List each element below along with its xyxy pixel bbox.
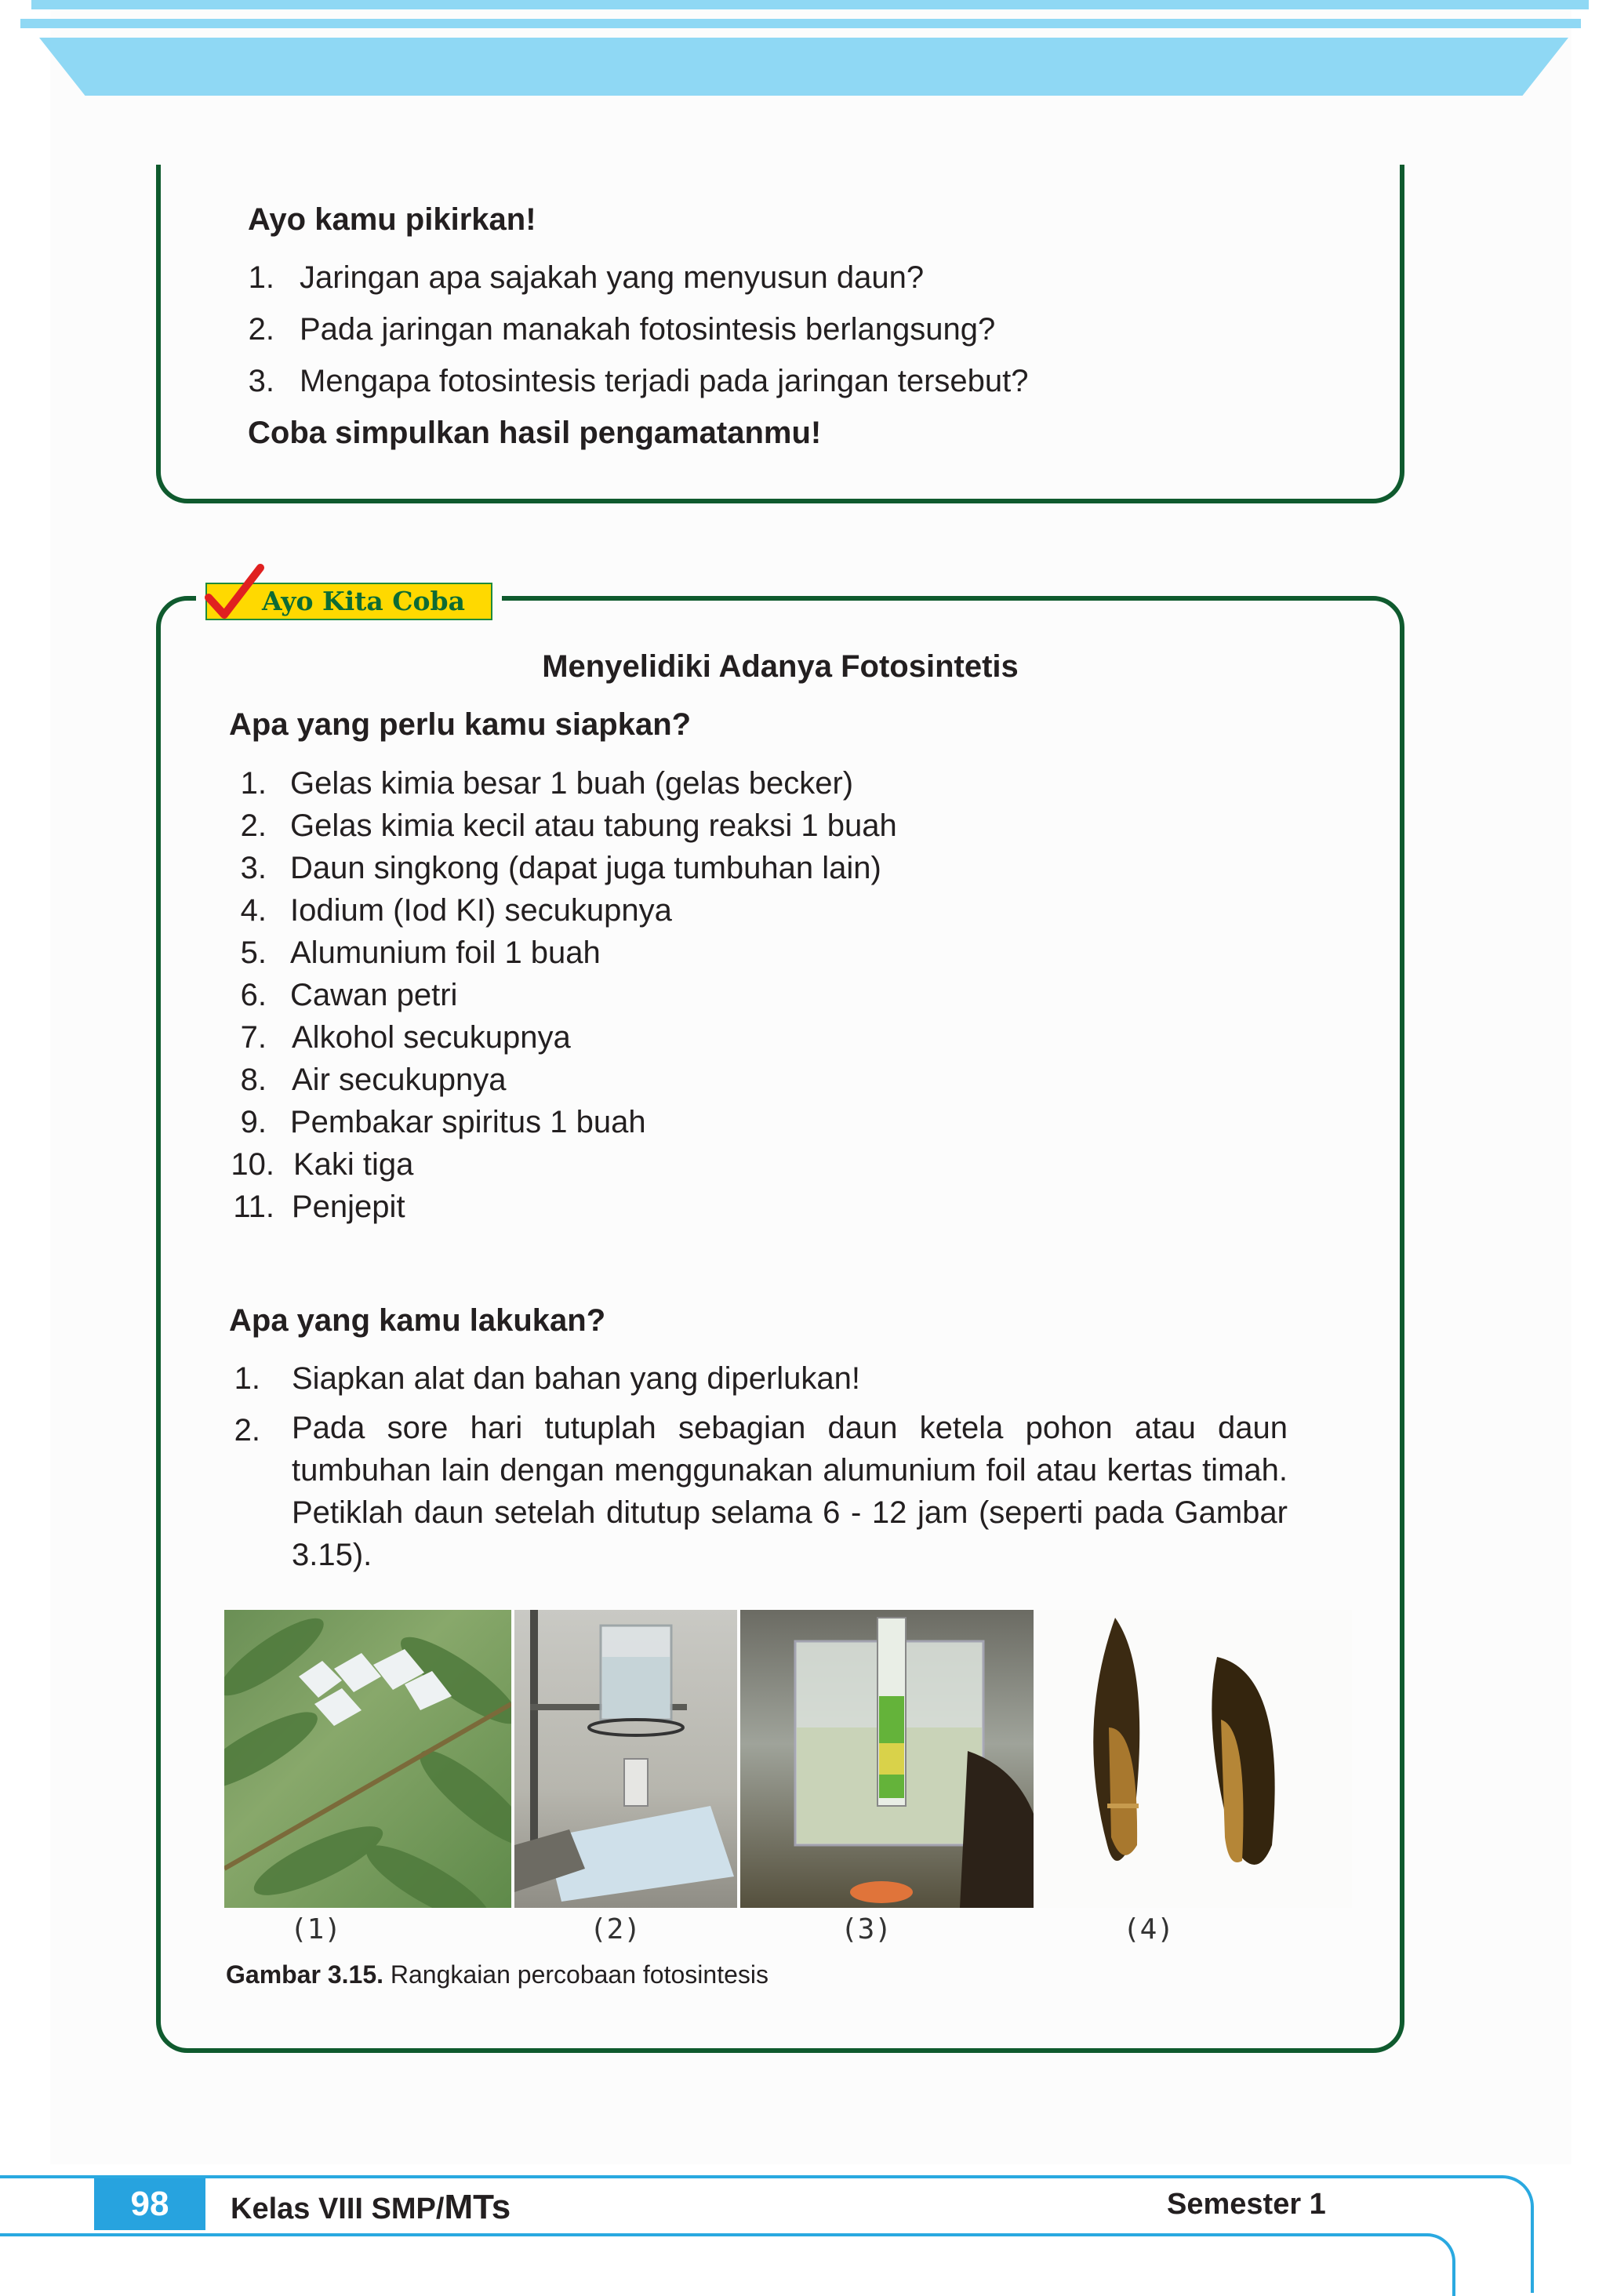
figure-label-4: (4) xyxy=(1123,1913,1175,1945)
material-number: 1. xyxy=(240,766,267,801)
question-text: Pada jaringan manakah fotosintesis berlangsung? xyxy=(300,312,996,347)
question-number: 1. xyxy=(248,260,274,295)
photo-iodine-leaves xyxy=(1037,1610,1352,1908)
footer-class-label xyxy=(231,2188,511,2227)
material-number: 9. xyxy=(240,1105,267,1139)
page-number: 98 xyxy=(94,2178,205,2230)
material-item: Air secukupnya xyxy=(292,1063,507,1097)
figure-label-2: (2) xyxy=(590,1913,641,1945)
material-number: 3. xyxy=(240,851,267,885)
material-number: 11. xyxy=(233,1190,274,1224)
material-item: Gelas kimia kecil atau tabung reaksi 1 buah xyxy=(290,808,897,843)
footer-frame-bottom xyxy=(0,2233,1455,2296)
header-stripe-middle xyxy=(20,19,1581,28)
footer-class-suffix: MTs xyxy=(444,2188,511,2226)
photo-leaf-foil xyxy=(224,1610,511,1908)
material-item: Pembakar spiritus 1 buah xyxy=(290,1105,646,1139)
procedure-heading: Apa yang kamu lakukan? xyxy=(229,1303,606,1338)
material-item: Penjepit xyxy=(292,1190,405,1224)
material-number: 5. xyxy=(240,935,267,970)
material-item: Gelas kimia besar 1 buah (gelas becker) xyxy=(290,766,854,801)
caption-label: Gambar 3.15. xyxy=(226,1960,383,1989)
header-stripe-top xyxy=(31,0,1589,9)
question-text: Mengapa fotosintesis terjadi pada jaringan tersebut? xyxy=(300,364,1029,398)
step-text: Pada sore hari tutuplah sebagian daun ketela pohon atau daun tumbuhan lain dengan menggunakan alumunium foil atau kertas timah. Petiklah daun setelah ditutup selama 6 - 12 jam (seperti pada Gambar 3.15). xyxy=(292,1411,1288,1572)
question-text: Jaringan apa sajakah yang menyusun daun? xyxy=(300,260,925,295)
material-item: Cawan petri xyxy=(290,978,458,1012)
material-number: 7. xyxy=(240,1020,267,1055)
caption-text: Rangkaian percobaan fotosintesis xyxy=(383,1960,768,1989)
material-number: 6. xyxy=(240,978,267,1012)
material-number: 10. xyxy=(231,1147,274,1182)
footer-class-prefix: Kelas VIII SMP/ xyxy=(231,2192,445,2225)
photo-test-tube-heating xyxy=(740,1610,1034,1908)
step-number: 1. xyxy=(234,1361,260,1396)
ayo-kita-coba-tag: Ayo Kita Coba xyxy=(205,583,492,620)
material-item: Kaki tiga xyxy=(293,1147,414,1182)
question-number: 2. xyxy=(248,312,274,347)
material-number: 4. xyxy=(240,893,267,928)
material-item: Alumunium foil 1 buah xyxy=(290,935,601,970)
figure-label-3: (3) xyxy=(841,1913,892,1945)
material-item: Alkohol secukupnya xyxy=(292,1020,571,1055)
header-band xyxy=(39,38,1568,96)
think-heading: Ayo kamu pikirkan! xyxy=(248,202,536,237)
material-item: Daun singkong (dapat juga tumbuhan lain) xyxy=(290,851,881,885)
footer-semester: Semester 1 xyxy=(1167,2188,1326,2221)
material-number: 2. xyxy=(240,808,267,843)
material-item: Iodium (Iod KI) secukupnya xyxy=(290,893,672,928)
photo-beaker-burner xyxy=(514,1610,737,1908)
material-number: 8. xyxy=(240,1063,267,1097)
step-text: Siapkan alat dan bahan yang diperlukan! xyxy=(292,1361,860,1396)
conclusion-text: Coba simpulkan hasil pengamatanmu! xyxy=(248,416,822,450)
question-number: 3. xyxy=(248,364,274,398)
figure-caption xyxy=(226,1960,768,1989)
step-number: 2. xyxy=(234,1413,260,1448)
experiment-title: Menyelidiki Adanya Fotosintetis xyxy=(542,649,1019,684)
checkmark-icon xyxy=(202,563,265,626)
prep-heading: Apa yang perlu kamu siapkan? xyxy=(229,707,692,742)
figure-label-1: (1) xyxy=(290,1913,342,1945)
